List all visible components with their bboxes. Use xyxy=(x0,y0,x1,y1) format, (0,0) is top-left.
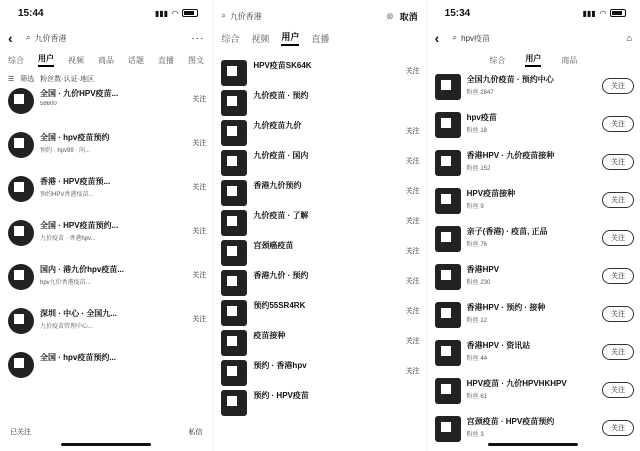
avatar xyxy=(435,302,461,328)
tab-bar xyxy=(213,28,425,48)
list-item[interactable] xyxy=(427,150,640,188)
share-icon[interactable]: ⌂ xyxy=(626,33,632,43)
item-info xyxy=(253,90,419,103)
list-item[interactable] xyxy=(427,226,640,264)
item-name: 九价疫苗 · 了解 xyxy=(253,211,309,220)
item-name: 国内 · 港九价hpv疫苗... xyxy=(40,265,124,274)
search-bar xyxy=(213,4,425,28)
item-info xyxy=(253,150,399,163)
follow-button[interactable]: 关注 xyxy=(405,218,420,225)
avatar xyxy=(435,74,461,100)
item-info xyxy=(253,390,419,403)
tab-1[interactable]: 视频 xyxy=(251,33,270,44)
item-name: 全国 · HPV疫苗预约... xyxy=(40,221,119,230)
item-sub: 九价疫苗 · 香港hpv... xyxy=(40,236,96,242)
status-icons xyxy=(155,9,198,18)
item-info xyxy=(467,150,596,172)
follow-button[interactable]: 关注 xyxy=(405,128,420,135)
follow-button[interactable]: 关注 xyxy=(405,278,420,285)
avatar xyxy=(8,308,34,334)
filter-label: 筛选 xyxy=(20,76,35,83)
item-name: 九价疫苗 · 国内 xyxy=(253,151,309,160)
item-name: 预约 · 香港hpv xyxy=(253,361,307,370)
avatar xyxy=(435,264,461,290)
follow-button[interactable]: 关注 xyxy=(192,272,207,279)
tab-1[interactable]: 用户 xyxy=(525,53,541,67)
follow-button[interactable]: 关注 xyxy=(602,154,634,170)
tab-0[interactable]: 综合 xyxy=(489,55,506,65)
avatar xyxy=(8,176,34,202)
list-item[interactable] xyxy=(213,390,425,420)
user-list xyxy=(427,74,640,451)
item-info xyxy=(467,416,596,438)
item-info xyxy=(40,88,186,107)
tab-6[interactable]: 图文 xyxy=(188,55,204,65)
avatar xyxy=(221,150,247,176)
status-icons xyxy=(583,9,626,18)
search-input[interactable]: ⌕ 九价香港 xyxy=(221,11,262,21)
list-item[interactable] xyxy=(213,180,425,210)
avatar xyxy=(435,378,461,404)
list-item[interactable] xyxy=(0,132,212,176)
item-info xyxy=(40,308,186,330)
list-item[interactable] xyxy=(427,302,640,340)
wifi-icon: ◠ xyxy=(172,8,179,18)
search-input[interactable]: ⌕ 九价香港 xyxy=(26,33,67,43)
list-item[interactable] xyxy=(213,330,425,360)
tab-bar xyxy=(0,50,212,70)
follow-button[interactable]: 关注 xyxy=(602,78,634,94)
item-sub: 预约 · hpv99 · 问... xyxy=(40,148,91,154)
avatar xyxy=(435,150,461,176)
list-item[interactable] xyxy=(213,300,425,330)
filter-bar[interactable] xyxy=(0,70,212,88)
battery-icon xyxy=(182,9,198,17)
item-name: 香港 · HPV疫苗预... xyxy=(40,177,111,186)
list-item[interactable] xyxy=(427,378,640,416)
follow-button[interactable]: 关注 xyxy=(405,248,420,255)
item-name: 全国九价疫苗 · 预约中心 xyxy=(466,75,554,84)
follow-button[interactable]: 关注 xyxy=(602,268,634,284)
item-sub: 粉丝 2847 xyxy=(466,90,494,96)
item-info xyxy=(40,220,186,242)
footer-message[interactable]: 私信 xyxy=(188,429,203,436)
avatar xyxy=(221,390,247,416)
list-item[interactable] xyxy=(213,90,425,120)
cancel-button[interactable]: 取消 xyxy=(399,11,418,22)
screen-left xyxy=(0,0,213,451)
follow-button[interactable]: 关注 xyxy=(405,68,420,75)
footer xyxy=(10,427,202,437)
avatar xyxy=(221,330,247,356)
item-name: HPV疫苗 · 九价HPVHKHPV xyxy=(466,379,567,388)
item-info xyxy=(467,226,596,248)
avatar xyxy=(8,352,34,378)
search-input[interactable]: ⌕ hpv疫苗 xyxy=(452,33,491,43)
item-info xyxy=(253,330,399,343)
tab-0[interactable]: 综合 xyxy=(221,33,240,44)
status-bar xyxy=(0,0,212,26)
search-icon: ⌕ xyxy=(452,33,458,42)
list-item[interactable] xyxy=(0,352,212,396)
avatar xyxy=(8,88,34,114)
item-sub: 粉丝 61 xyxy=(466,394,487,400)
item-name: 香港HPV xyxy=(466,265,500,274)
item-sub: 粉丝 44 xyxy=(466,356,487,362)
follow-button[interactable]: 关注 xyxy=(602,382,634,398)
item-info xyxy=(253,180,399,193)
list-item[interactable] xyxy=(427,74,640,112)
item-name: 预约55SR4RK xyxy=(253,301,306,310)
tab-bar xyxy=(427,50,640,70)
item-name: HPV疫苗SK64K xyxy=(253,61,312,70)
item-name: 九价疫苗九价 xyxy=(253,121,302,130)
item-info xyxy=(467,188,596,210)
item-name: 香港HPV · 预约 · 接种 xyxy=(466,303,546,312)
follow-button[interactable]: 关注 xyxy=(405,308,420,315)
tab-2[interactable]: 商品 xyxy=(561,55,578,65)
item-info xyxy=(467,302,596,324)
item-info xyxy=(253,300,399,313)
list-item[interactable] xyxy=(213,60,425,90)
item-info xyxy=(40,264,186,286)
follow-button[interactable]: 关注 xyxy=(405,338,420,345)
avatar xyxy=(8,132,34,158)
list-item[interactable] xyxy=(213,210,425,240)
search-bar xyxy=(0,26,212,50)
item-sub: 粉丝 9 xyxy=(466,204,484,210)
item-sub: 粉丝 76 xyxy=(466,242,487,248)
item-sub: 粉丝 3 xyxy=(466,432,484,438)
avatar xyxy=(221,60,247,86)
back-icon[interactable]: ‹ xyxy=(8,30,13,46)
item-info xyxy=(467,340,596,362)
more-icon[interactable]: ··· xyxy=(191,32,205,44)
avatar xyxy=(435,340,461,366)
home-indicator xyxy=(61,443,151,446)
item-info xyxy=(253,210,399,223)
search-icon: ⌕ xyxy=(221,11,226,20)
item-sub: hpv九价香港疫苗... xyxy=(40,280,91,286)
item-sub: 粉丝 152 xyxy=(466,166,491,172)
item-sub: 粉丝 12 xyxy=(466,318,487,324)
item-name: 疫苗接种 xyxy=(253,331,286,340)
follow-button[interactable]: 关注 xyxy=(192,184,207,191)
avatar xyxy=(221,90,247,116)
list-item[interactable] xyxy=(427,188,640,226)
tab-4[interactable]: 话题 xyxy=(128,55,144,65)
item-name: 深圳 · 中心 · 全国九... xyxy=(40,309,117,318)
avatar xyxy=(221,180,247,206)
list-item[interactable] xyxy=(213,150,425,180)
list-item[interactable] xyxy=(427,340,640,378)
avatar xyxy=(8,220,34,246)
item-info xyxy=(40,176,186,198)
filter-icon: ☰ xyxy=(8,76,15,83)
screen-right xyxy=(427,0,640,451)
item-name: 全国 · hpv疫苗预约... xyxy=(40,353,116,362)
status-bar xyxy=(427,0,640,26)
tab-1[interactable]: 用户 xyxy=(38,53,54,67)
item-info xyxy=(253,240,399,253)
item-info xyxy=(467,112,596,134)
avatar xyxy=(435,188,461,214)
list-item[interactable] xyxy=(213,360,425,390)
list-item[interactable] xyxy=(0,220,212,264)
item-sub: 预约HPV香港疫苗... xyxy=(40,192,94,198)
tab-0[interactable]: 综合 xyxy=(8,55,24,65)
avatar xyxy=(221,240,247,266)
item-name: 宫颈癌疫苗 xyxy=(253,241,294,250)
search-bar xyxy=(427,26,640,50)
follow-button[interactable]: 关注 xyxy=(602,230,634,246)
list-item[interactable] xyxy=(213,120,425,150)
follow-button[interactable]: 关注 xyxy=(192,316,207,323)
signal-icon: ▮▮▮ xyxy=(154,8,169,18)
item-info xyxy=(253,60,399,73)
follow-button[interactable]: 关注 xyxy=(602,344,634,360)
signal-icon: ▮▮▮ xyxy=(582,8,596,18)
follow-button[interactable]: 关注 xyxy=(405,188,420,195)
avatar xyxy=(435,226,461,252)
item-sub: 58600 xyxy=(40,101,57,107)
follow-button[interactable]: 关注 xyxy=(192,96,207,103)
follow-button[interactable]: 关注 xyxy=(192,228,207,235)
item-info xyxy=(253,270,399,283)
battery-icon xyxy=(610,9,626,17)
item-info xyxy=(467,264,596,286)
follow-button[interactable]: 关注 xyxy=(405,158,420,165)
item-info xyxy=(40,352,206,365)
list-item[interactable] xyxy=(213,240,425,270)
item-name: 预约 · HPV疫苗 xyxy=(253,391,309,400)
list-item[interactable] xyxy=(427,264,640,302)
item-sub: 粉丝 18 xyxy=(466,128,487,134)
item-info xyxy=(253,360,399,373)
status-time: 15:44 xyxy=(18,7,44,19)
list-item[interactable] xyxy=(0,308,212,352)
item-name: HPV疫苗接种 xyxy=(466,189,516,198)
avatar xyxy=(221,300,247,326)
user-list xyxy=(0,88,212,396)
wifi-icon: ◠ xyxy=(599,8,606,18)
item-name: 香港HPV · 资讯站 xyxy=(466,341,531,350)
item-name: 宫颈疫苗 · HPV疫苗预约 xyxy=(466,417,555,426)
list-item[interactable] xyxy=(0,264,212,308)
avatar xyxy=(221,270,247,296)
avatar xyxy=(8,264,34,290)
tab-3[interactable]: 直播 xyxy=(311,33,330,44)
avatar xyxy=(435,112,461,138)
list-item[interactable] xyxy=(0,88,212,132)
item-name: 九价疫苗 · 预约 xyxy=(253,91,309,100)
follow-button[interactable]: 关注 xyxy=(602,420,634,436)
item-name: 香港HPV · 九价疫苗接种 xyxy=(466,151,555,160)
item-sub: 九价疫苗管理中心... xyxy=(40,324,94,330)
item-name: 全国 · hpv疫苗预约 xyxy=(40,133,110,142)
item-name: 香港九价 · 预约 xyxy=(253,271,309,280)
item-sub: 粉丝 230 xyxy=(466,280,491,286)
filter-hint: 粉丝数·认证·地区 xyxy=(40,76,94,83)
item-info xyxy=(467,378,596,400)
item-info xyxy=(467,74,596,96)
item-info xyxy=(253,120,399,133)
list-item[interactable] xyxy=(0,176,212,220)
item-name: hpv疫苗 xyxy=(466,113,497,122)
item-name: 全国 · 九价HPV疫苗... xyxy=(40,89,119,98)
status-time: 15:34 xyxy=(444,7,471,19)
follow-button[interactable]: 关注 xyxy=(602,192,634,208)
follow-button[interactable]: 关注 xyxy=(602,306,634,322)
item-name: 香港九价预约 xyxy=(253,181,302,190)
tab-3[interactable]: 商品 xyxy=(98,55,114,65)
avatar xyxy=(221,360,247,386)
back-icon[interactable]: ‹ xyxy=(434,30,440,46)
footer-following[interactable]: 已关注 xyxy=(10,429,31,436)
list-item[interactable] xyxy=(427,112,640,150)
list-item[interactable] xyxy=(213,270,425,300)
clear-icon[interactable]: ⊗ xyxy=(386,10,394,21)
avatar xyxy=(435,416,461,442)
follow-button[interactable]: 关注 xyxy=(192,140,207,147)
follow-button[interactable]: 关注 xyxy=(602,116,634,132)
home-indicator xyxy=(488,443,578,446)
tab-2[interactable]: 用户 xyxy=(281,30,299,46)
screen-middle xyxy=(213,0,426,451)
avatar xyxy=(221,120,247,146)
search-icon: ⌕ xyxy=(26,33,31,42)
tab-5[interactable]: 直播 xyxy=(158,55,174,65)
follow-button[interactable]: 关注 xyxy=(405,368,420,375)
item-name: 亲子(香港) · 疫苗, 正品 xyxy=(466,227,548,236)
item-info xyxy=(40,132,186,154)
user-list xyxy=(213,60,425,420)
avatar xyxy=(221,210,247,236)
tab-2[interactable]: 视频 xyxy=(68,55,84,65)
